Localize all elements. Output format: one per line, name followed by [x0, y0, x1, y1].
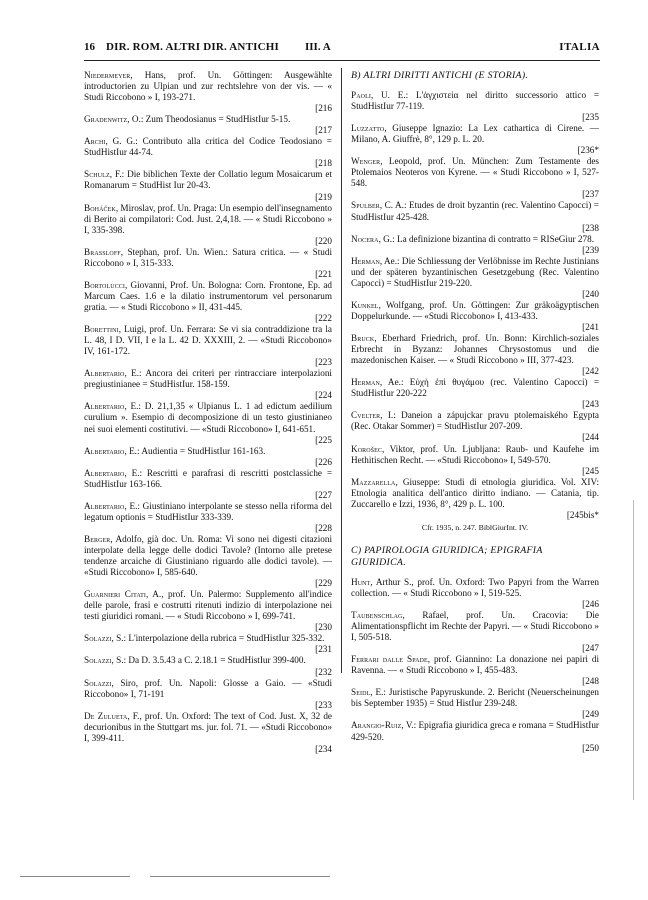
entry-text: , Luigi, prof. Un. Ferrara: Se vi sia contraddizione tra la L. 48, I D. VII, I e la L. 42 D. XXXIII, 2. — «Studi Riccobono» IV, 161-172.	[84, 324, 332, 357]
page-number: 16	[84, 41, 95, 53]
entry-text: , Giuseppe: Studi di etnologia giuridica. Vol. XIV: Etnologia analitica dell'antico diritto indiano. — Catania, tip. Zuccarello e Izzi, 1936, 8°, 429 p. L. 100.	[351, 476, 599, 509]
column-divider	[341, 68, 342, 673]
entry-author: Bortolucci	[84, 279, 125, 290]
entry-text: , Wolfgang, prof. Un. Göttingen: Zur gräkoägyptischen Doppelurkunde. — «Studi Riccobono» I, 413-433.	[351, 299, 599, 321]
bibliography-entry	[351, 687, 599, 720]
right-column	[351, 70, 599, 754]
bibliography-entry	[351, 256, 599, 300]
bibliography-entry	[351, 610, 599, 654]
entry-text: , Siro, prof. Un. Napoli: Glosse a Gaio. — «Studi Riccobono» I, 71-191	[84, 677, 332, 699]
entry-number: [225	[315, 434, 332, 445]
section-title: DIR. ROM. ALTRI DIR. ANTICHI	[106, 41, 279, 53]
bibliography-entry	[351, 123, 599, 156]
entry-number: [237	[582, 189, 599, 200]
entry-author: Solazzi	[84, 633, 112, 644]
entry-text: , Hans, prof. Un. Göttingen: Ausgewählte introductorien zu Ulpian und zur rechtslehre von der vis. — « Studi Riccobono » I, 193-271.	[84, 70, 332, 103]
entry-text: , Stephan, prof. Un. Wien.: Satura critica. — « Studi Riccobono » I, 315-333.	[84, 246, 332, 268]
bibliography-entry	[84, 136, 332, 169]
entry-author: Schulz	[84, 169, 110, 180]
entry-text: , U. E.: L'ἀγχιστεία nel diritto successorio attico = StudHistIur 77-119.	[351, 90, 599, 112]
part-label: III. A	[305, 41, 331, 53]
entry-number: [250	[582, 742, 599, 753]
entry-author: Kunkel	[351, 299, 379, 310]
section-b-heading: B) ALTRI DIRITTI ANTICHI (E STORIA).	[351, 70, 529, 81]
entry-number: [217	[315, 125, 332, 136]
entry-author: Luzzatto	[351, 123, 385, 134]
entry-author: Gradenwitz	[84, 114, 128, 125]
entry-number: [241	[582, 321, 599, 332]
entry-number: [236*	[577, 145, 599, 156]
bibliography-entry	[84, 678, 332, 711]
entry-author: Wenger	[351, 156, 381, 167]
entry-number: [249	[582, 709, 599, 720]
bibliography-entry	[84, 468, 332, 501]
entry-text: , C. A.: Etudes de droit byzantin (rec. Valentino Capocci) = StudHistIur 425-428.	[351, 200, 599, 222]
entry-number: [223	[315, 357, 332, 368]
entry-text: , Ae.: Die Schliessung der Verlöbnisse im Rechte Justinians und der späteren byzantinischen Gesetzgebung (Rec. Valentino Capocci) = StudHistIur 219-220.	[351, 255, 599, 288]
entry-number: [245bis*	[566, 509, 599, 520]
entry-text: , E.: Giustiniano interpolante se stesso nella riforma del legatum optionis = StudHistIur 333-339.	[84, 500, 332, 522]
bibliography-entry	[351, 410, 599, 443]
entry-author: Solazzi	[84, 655, 112, 666]
bibliography-entry	[84, 711, 332, 755]
entry-author: Borettini	[84, 324, 119, 335]
entry-text: , F., prof. Un. Oxford: The text of Cod. Just. X, 32 de decurionibus in the Stuttgart ms. jur. fol. 71. — «Studi Riccobono» I, 399-411.	[84, 710, 332, 743]
bibliography-entry	[351, 577, 599, 610]
bibliography-entry	[84, 169, 332, 202]
entry-number: [226	[315, 456, 332, 467]
entry-author: Bruck	[351, 333, 375, 344]
entry-author: Mazzarella	[351, 476, 396, 487]
header-rule	[84, 60, 600, 61]
bibliography-entry	[84, 589, 332, 633]
entry-author: Nocera	[351, 233, 379, 244]
entry-number: [234	[315, 743, 332, 754]
entry-number: [244	[582, 432, 599, 443]
entry-text: , Leopold, prof. Un. München: Zum Testamente des Ptolemaios Neoteros von Kyrene. — « Studi Riccobono » I, 527-548.	[351, 156, 599, 189]
entry-text: , O.: Zum Theodosianus = StudHistIur 5-15.	[127, 114, 291, 125]
entry-number: [240	[582, 288, 599, 299]
entry-text: , S.: L'interpolazione della rubrica = StudHistIur 325-332.	[111, 633, 325, 644]
bibliography-entry	[84, 446, 332, 468]
entry-number: [247	[582, 643, 599, 654]
entry-number: [235	[582, 112, 599, 123]
entry-author: Taubenschlag	[351, 610, 403, 621]
entry-text: , Adolfo, già doc. Un. Roma: Vi sono nei digesti citazioni interpolate della legge delle dodici Tavole? (Intorno alle pretese tendenze arcaiche di Giustiniano riguardo alle dodici tavole). — «Studi Riccobono» I, 585-640.	[84, 533, 332, 578]
scan-edge-line	[150, 876, 330, 877]
entry-author: Herman	[351, 377, 380, 388]
bibliography-entry	[84, 534, 332, 589]
entry-text: , G. G.: Contributo alla critica del Codice Teodosiano = StudHistIur 44-74.	[84, 136, 332, 158]
section-c-heading: C) PAPIROLOGIA GIURIDICA; EPIGRAFIA GIURIDICA.	[351, 544, 543, 568]
entry-number: [224	[315, 390, 332, 401]
bibliography-entry	[84, 247, 332, 280]
entry-author: Berger	[84, 533, 111, 544]
bibliography-entry	[351, 90, 599, 123]
entry-number: [233	[315, 699, 332, 710]
bibliography-entry	[84, 655, 332, 677]
entry-number: [245	[582, 465, 599, 476]
bibliography-entry	[84, 70, 332, 114]
entry-number: [246	[582, 598, 599, 609]
entry-author: Solazzi	[84, 677, 112, 688]
entry-number: [232	[315, 666, 332, 677]
entry-author: Guarnieri Citati	[84, 589, 147, 600]
bibliography-entry	[351, 333, 599, 377]
scan-edge-line	[633, 500, 634, 800]
bibliography-entry	[84, 280, 332, 324]
entry-text: , Viktor, prof. Un. Ljubljana: Raub- und Kaufehe im Hethitischen Recht. — «Studi Riccobono» I, 549-570.	[351, 443, 599, 465]
entry-text: , E.: Ancora dei criteri per rintracciare interpolazioni pregiustinianee = StudHistIur. 158-159.	[84, 368, 332, 390]
entry-text: , Eberhard Friedrich, prof. Un. Bonn: Kirchlich-soziales Erbrecht in Byzanz: Johannes Chrysostomus und die mazedonischen Kaiser. — « Studi Riccobono » III, 377-423.	[351, 333, 599, 366]
entry-author: Archi	[84, 136, 106, 147]
entry-author: Paoli	[351, 90, 371, 100]
entry-author: Cvelter	[351, 410, 381, 421]
bibliography-entry	[351, 156, 599, 200]
entry-text: , Giovanni, Prof. Un. Bologna: Corn. Frontone, Ep. ad Marcum Caes. 1.6 e la dilatio instrumentorum vel personarum gratia. — « Studi Riccobono » II, 431-445.	[84, 279, 332, 312]
entry-author: Boháček	[84, 202, 116, 213]
section-c-entries	[351, 577, 599, 754]
entry-author: Korošec	[351, 443, 383, 454]
entry-author: Arangio-Ruiz	[351, 720, 402, 731]
entry-text: , Ae.: Εὐχὴ ἐπὶ θυγάμου (rec. Valentino Capocci) = StudHistIur 220-222	[351, 377, 599, 399]
entry-author: Hunt	[351, 576, 371, 587]
entry-author: Niedermeyer	[84, 70, 131, 80]
entry-number: [221	[315, 268, 332, 279]
bibliography-entry	[84, 501, 332, 534]
entry-number: [239	[582, 244, 599, 255]
entry-text: , Arthur S., prof. Un. Oxford: Two Papyri from the Warren collection. — « Studi Riccobono » I, 519-525.	[351, 576, 599, 598]
entry-text: , Giuseppe Ignazio: La Lex cathartica di Cirene. — Milano, A. Giuffrè, 8°, 129 p. L. 20.	[351, 123, 599, 145]
bibliography-entry	[351, 654, 599, 687]
bibliography-entry	[351, 234, 599, 256]
entry-number: [229	[315, 578, 332, 589]
bibliography-entry	[351, 720, 599, 753]
bibliography-entry	[84, 633, 332, 655]
entry-number: [219	[315, 191, 332, 202]
bibliography-entry	[351, 477, 599, 521]
bibliography-entry	[351, 200, 599, 233]
entry-text: , E.: D. 21,1,35 « Ulpianus L. 1 ad edictum aedilium curulium ». Esempio di decomposizione di un testo giustinianeo nei suoi elementi costitutivi. — «Studi Riccobono» I, 641-651.	[84, 401, 332, 434]
entry-text: , Rafael, prof. Un. Cracovia: Die Alimentationspflicht im Rechte der Papyri. — « Studi Riccobono » I, 505-518.	[351, 610, 599, 643]
entry-text: , E.: Audientia = StudHistIur 161-163.	[124, 445, 266, 456]
entry-author: Ferrari dalle Spade	[351, 654, 428, 665]
country-label: ITALIA	[559, 41, 600, 53]
running-header	[84, 38, 600, 56]
entry-text: , G.: La definizione bizantina di contratto = RISeGiur 278.	[378, 233, 594, 244]
cross-reference-note: Cfr. 1935, n. 247. BiblGiurInt. IV.	[421, 522, 529, 532]
section-b-entries	[351, 90, 599, 521]
entry-number: [248	[582, 676, 599, 687]
bibliography-entry	[84, 368, 332, 401]
entry-number: [238	[582, 222, 599, 233]
entry-text: , F.: Die biblichen Texte der Collatio legum Mosaicarum et Romanarum = StudHist Iur 20-43.	[84, 169, 332, 191]
entry-text: , A., prof. Un. Palermo: Supplemento all'indice delle parole, frasi e costrutti ritenuti indizio di interpolazione nei testi giuridici romani. — « Studi Riccobono » I, 699-741.	[84, 589, 333, 622]
bibliography-entry	[351, 300, 599, 333]
scan-edge-line	[20, 876, 130, 877]
entry-author: Albertario	[84, 401, 125, 412]
entry-text: , E.: Juristische Papyruskunde. 2. Bericht (Neuerscheinungen bis September 1935) = Stud HistIur 239-248.	[351, 687, 599, 709]
entry-number: [220	[315, 235, 332, 246]
entry-author: Albertario	[84, 368, 125, 379]
entry-author: Seidl	[351, 687, 371, 698]
entry-author: Albertario	[84, 467, 125, 478]
bibliography-entry	[84, 114, 332, 136]
entry-text: , prof. Giannino: La donazione nei papiri di Ravenna. — « Studi Riccobono » I, 455-483.	[351, 654, 599, 676]
bibliography-entry	[351, 377, 599, 410]
entry-text: , V.: Epigrafia giuridica greca e romana = StudHistIur 429-520.	[351, 720, 599, 742]
entry-number: [243	[582, 399, 599, 410]
entry-number: [216	[315, 103, 332, 114]
entry-number: [230	[315, 622, 332, 633]
bibliography-entry	[84, 324, 332, 368]
entry-author: Herman	[351, 255, 380, 266]
bibliography-entry	[84, 401, 332, 445]
entry-text: , Miroslav, prof. Un. Praga: Un esempio dell'insegnamento di Berito ai compilatori: Cod. Just. 2,4,18. — « Studi Riccobono » I, 335-398.	[84, 202, 332, 235]
entry-number: [242	[582, 366, 599, 377]
entry-author: De Zulueta	[84, 710, 128, 721]
entry-number: [222	[315, 313, 332, 324]
entry-text: , E.: Rescritti e parafrasi di rescritti postclassiche = StudHistIur 163-166.	[84, 467, 332, 489]
entry-author: Albertario	[84, 500, 125, 511]
entry-number: [218	[315, 158, 332, 169]
entry-text: , S.: Da D. 3.5.43 a C. 2.18.1 = StudHistIur 399-400.	[111, 655, 306, 666]
entry-number: [227	[315, 489, 332, 500]
entry-number: [231	[315, 644, 332, 655]
left-column	[84, 70, 332, 755]
bibliography-entry	[84, 203, 332, 247]
entry-text: , I.: Daneion a zápujckar pravu ptolemaiského Egypta (Rec. Otakar Sommer) = StudHistIur 207-209.	[351, 410, 599, 432]
entry-author: Albertario	[84, 445, 125, 456]
entry-author: Spulber	[351, 200, 380, 211]
entry-number: [228	[315, 522, 332, 533]
entry-author: Brassloff	[84, 246, 121, 257]
bibliography-entry	[351, 444, 599, 477]
